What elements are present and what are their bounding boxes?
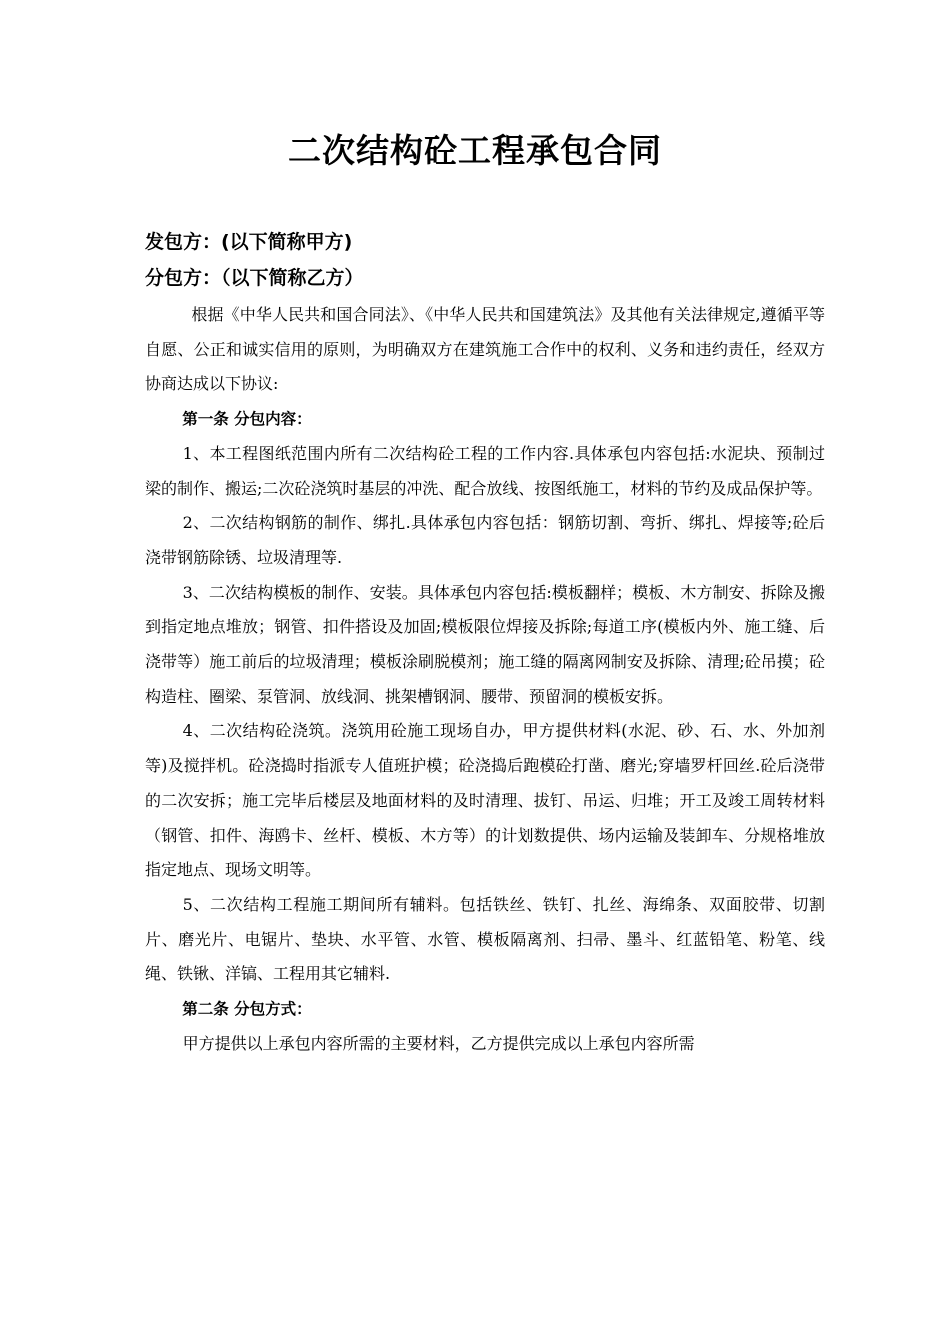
party-a-line: 发包方：(以下简称甲方)	[145, 231, 353, 253]
document-title: 二次结构砼工程承包合同	[288, 131, 662, 170]
article-2-text: 甲方提供以上承包内容所需的主要材料，乙方提供完成以上承包内容所需	[182, 1033, 695, 1053]
article-1-heading: 第一条 分包内容：	[182, 410, 312, 429]
article-1-item-4: 4、二次结构砼浇筑。浇筑用砼施工现场自办，甲方提供材料(水泥、砂、石、水、外加剂等)及搅拌机。砼浇捣时指派专人值班护模；砼浇捣后跑模砼打凿、磨光;穿墙罗杆回丝.砼后浇带的二次安拆；施工完毕后楼层及地面材料的及时清理、拔钉、吊运、归堆；开工及竣工周转材料（钢管、扣件、海鸥卡、丝杆、模板、木方等）的计划数提供、场内运输及装卸车、分规格堆放指定地点、现场文明等。	[145, 721, 825, 880]
intro-paragraph: 根据《中华人民共和国合同法》、《中华人民共和国建筑法》及其他有关法律规定,遵循平等自愿、公正和诚实信用的原则，为明确双方在建筑施工合作中的权利、义务和违约责任，经双方协商达成以下协议:	[145, 305, 825, 394]
article-1-item-3: 3、二次结构模板的制作、安装。具体承包内容包括:模板翻样；模板、木方制安、拆除及搬到指定地点堆放；钢管、扣件搭设及加固;模板限位焊接及拆除;每道工序(模板内外、施工缝、后浇带等）施工前后的垃圾清理；模板涂刷脱模剂；施工缝的隔离网制安及拆除、清理;砼吊摸；砼构造柱、圈梁、泵管洞、放线洞、挑架槽钢洞、腰带、预留洞的模板安拆。	[145, 582, 825, 706]
article-1-item-2: 2、二次结构钢筋的制作、绑扎.具体承包内容包括：钢筋切割、弯折、绑扎、焊接等;砼后浇带钢筋除锈、垃圾清理等.	[145, 513, 825, 567]
article-2-heading: 第二条 分包方式：	[182, 1000, 312, 1019]
article-1-item-1: 1、本工程图纸范围内所有二次结构砼工程的工作内容.具体承包内容包括:水泥块、预制过梁的制作、搬运;二次砼浇筑时基层的冲洗、配合放线、按图纸施工，材料的节约及成品保护等。	[145, 443, 825, 498]
article-1-item-5: 5、二次结构工程施工期间所有辅料。包括铁丝、铁钉、扎丝、海绵条、双面胶带、切割片、磨光片、电锯片、垫块、水平管、水管、模板隔离剂、扫帚、墨斗、红蓝铅笔、粉笔、线绳、铁锹、洋镐、工程用其它辅料.	[145, 894, 825, 984]
party-b-line: 分包方：（以下简称乙方）	[145, 267, 364, 289]
contract-body	[145, 298, 825, 1061]
